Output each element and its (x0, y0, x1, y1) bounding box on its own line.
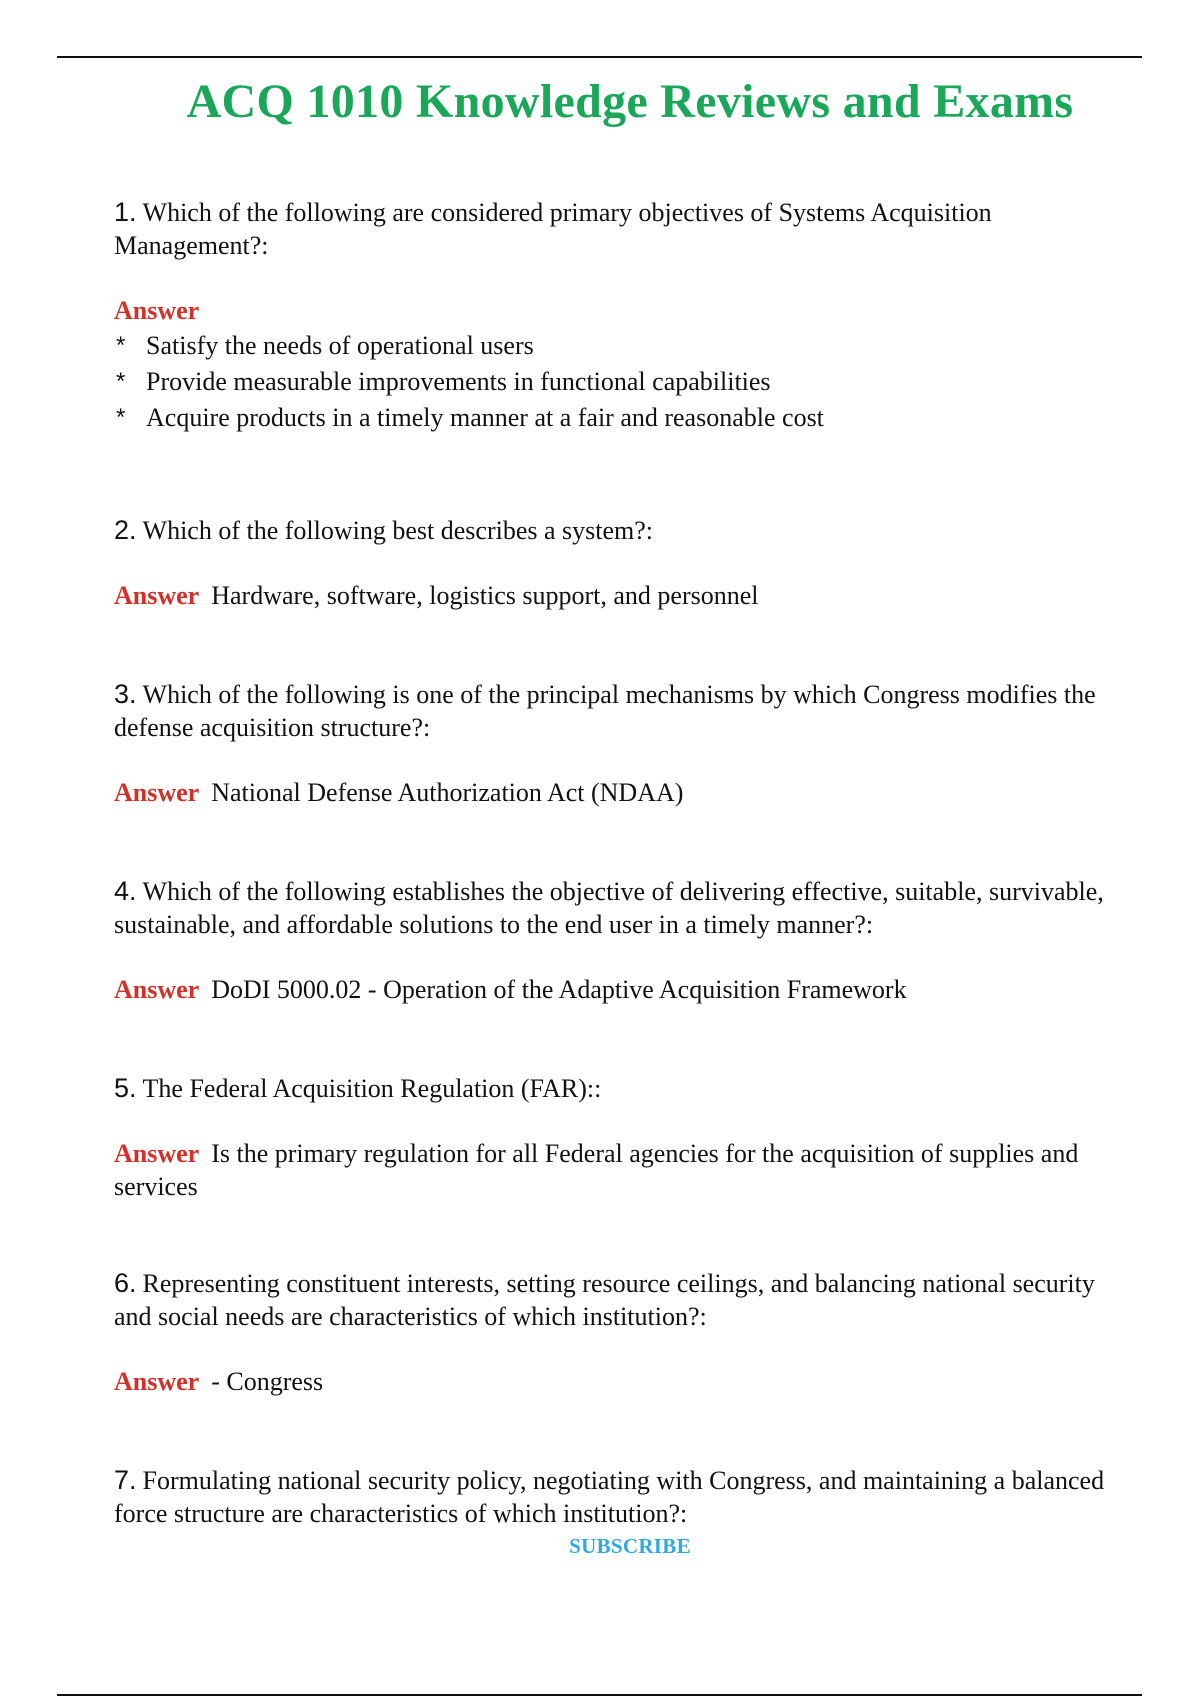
answer-list (114, 328, 1124, 436)
subscribe-link[interactable]: SUBSCRIBE (569, 1534, 691, 1558)
question-4 (114, 875, 1124, 941)
answer-5 (114, 1137, 1124, 1203)
answer-label: Answer (114, 975, 200, 1004)
question-7 (114, 1464, 1124, 1530)
question-number: 1. (114, 197, 137, 227)
answer-6 (114, 1365, 1124, 1398)
question-number: 3. (114, 679, 137, 709)
answer-text: National Defense Authorization Act (NDAA) (211, 778, 684, 807)
question-number: 5. (114, 1073, 137, 1103)
question-3 (114, 678, 1124, 744)
question-6 (114, 1267, 1124, 1333)
question-1 (114, 196, 1124, 262)
answer-text: Hardware, software, logistics support, and personnel (211, 581, 759, 610)
question-block-1 (114, 196, 1124, 436)
list-item (114, 364, 1124, 400)
bullet-icon: * (116, 368, 126, 395)
bullet-icon: * (116, 404, 126, 431)
document-title: ACQ 1010 Knowledge Reviews and Exams (186, 75, 1074, 128)
answer-text: Acquire products in a timely manner at a fair and reasonable cost (146, 403, 824, 432)
bullet-icon: * (116, 332, 126, 359)
question-block-2 (114, 514, 1124, 612)
answer-label: Answer (114, 1139, 200, 1168)
question-number: 2. (114, 515, 137, 545)
question-2 (114, 514, 1124, 547)
question-text: Which of the following best describes a system?: (142, 516, 654, 545)
answer-text: DoDI 5000.02 - Operation of the Adaptive Acquisition Framework (211, 975, 907, 1004)
answer-text: Is the primary regulation for all Federal agencies for the acquisition of supplies and services (114, 1139, 1079, 1201)
question-block-6 (114, 1267, 1124, 1398)
question-block-4 (114, 875, 1124, 1006)
answer-4 (114, 973, 1124, 1006)
question-text: Representing constituent interests, setting resource ceilings, and balancing national security and social needs are characteristics of which institution?: (114, 1269, 1095, 1331)
question-text: Which of the following is one of the principal mechanisms by which Congress modifies the defense acquisition structure?: (114, 680, 1096, 742)
question-block-3 (114, 678, 1124, 809)
document-body (114, 196, 1124, 1530)
answer-label: Answer (114, 778, 200, 807)
top-rule (57, 56, 1142, 58)
answer-text: - Congress (211, 1367, 324, 1396)
question-text: Which of the following are considered primary objectives of Systems Acquisition Management?: (114, 198, 992, 260)
question-text: Which of the following establishes the objective of delivering effective, suitable, survivable, sustainable, and affordable solutions to the end user in a timely manner?: (114, 877, 1104, 939)
question-block-7 (114, 1464, 1124, 1530)
answer-text: Satisfy the needs of operational users (146, 331, 534, 360)
answer-label: Answer (114, 296, 200, 325)
answer-3 (114, 776, 1124, 809)
question-number: 4. (114, 876, 137, 906)
question-5 (114, 1072, 1124, 1105)
question-number: 7. (114, 1465, 137, 1495)
answer-label: Answer (114, 581, 200, 610)
question-number: 6. (114, 1268, 137, 1298)
answer-text: Provide measurable improvements in functional capabilities (146, 367, 771, 396)
question-block-5 (114, 1072, 1124, 1203)
list-item (114, 400, 1124, 436)
bottom-rule (57, 1694, 1142, 1696)
list-item (114, 328, 1124, 364)
answer-label: Answer (114, 1367, 200, 1396)
question-text: The Federal Acquisition Regulation (FAR):: (142, 1074, 602, 1103)
question-text: Formulating national security policy, negotiating with Congress, and maintaining a balanced force structure are characteristics of which institution?: (114, 1466, 1105, 1528)
answer-2 (114, 579, 1124, 612)
